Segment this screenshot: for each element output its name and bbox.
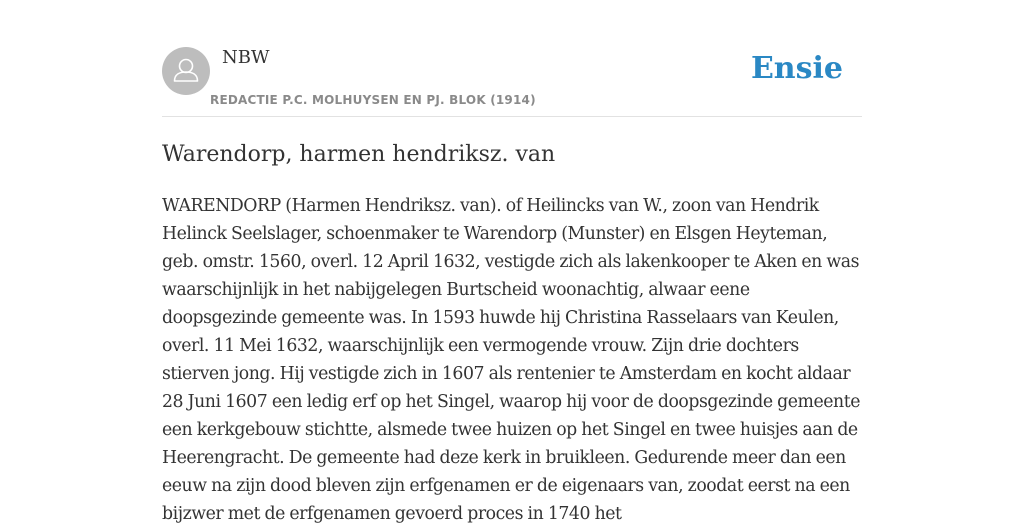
user-icon xyxy=(162,47,210,95)
article-title: Warendorp, harmen hendriksz. van xyxy=(162,142,556,167)
author-byline: REDACTIE P.C. MOLHUYSEN EN PJ. BLOK (1914) xyxy=(210,93,536,107)
article-body: WARENDORP (Harmen Hendriksz. van). of Heilincks van W., zoon van Hendrik Helinck Seelslager, schoenmaker te Warendorp (Munster) en Elsgen Heyteman, geb. omstr. 1560, overl. 12 April 1632, vestigde zich als lakenkooper te Aken en was waarschijnlijk in het nabijgelegen Burtscheid woonachtig, alwaar eene doopsgezinde gemeente was. In 1593 huwde hij Christina Rasselaars van Keulen, overl. 11 Mei 1632, waarschijnlijk een vermogende vrouw. Zijn drie dochters stierven jong. Hij vestigde zich in 1607 als rentenier te Amsterdam en kocht aldaar 28 Juni 1607 een ledig erf op het Singel, waarop hij voor de doopsgezinde gemeente een kerkgebouw stichtte, alsmede twee huizen op het Singel en twee huisjes aan de Heerengracht. De gemeente had deze kerk in bruikleen. Gedurende meer dan een eeuw na zijn dood bleven zijn erfgenamen er de eigenaars van, zoodat eerst na een bijzwer met de erfgenamen gevoerd proces in 1740 het xyxy=(162,196,860,524)
author-avatar[interactable] xyxy=(162,47,210,95)
ensie-logo[interactable]: Ensie xyxy=(750,51,843,86)
author-name[interactable]: NBW xyxy=(222,47,270,68)
article-header xyxy=(162,46,862,117)
